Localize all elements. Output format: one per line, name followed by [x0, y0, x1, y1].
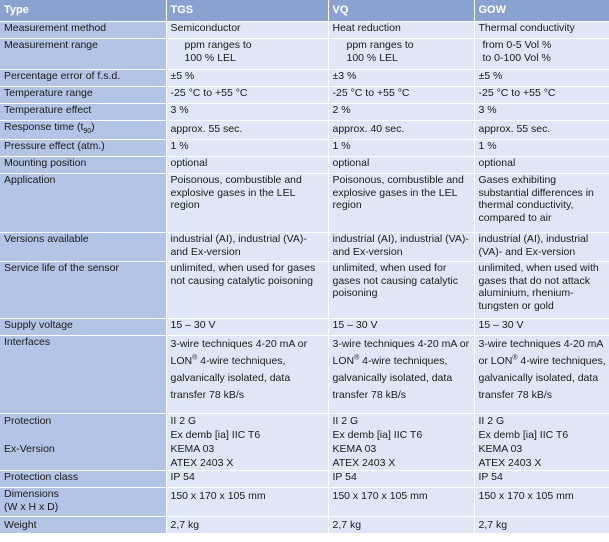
row-response-time	[0, 121, 609, 140]
row-percentage-error	[0, 70, 609, 87]
registered-mark: ®	[512, 354, 518, 362]
row-measurement-range	[0, 39, 609, 70]
cell-tgs: optional	[166, 157, 328, 174]
cell-vq: optional	[328, 157, 474, 174]
cell-gow: optional	[474, 157, 609, 174]
cell-gow: unlimited, when used with gases that do not attack aluminium, rhenium-tungsten or gold	[474, 262, 609, 319]
cell-vq: unlimited, when used for gases not causing catalytic poisoning	[328, 262, 474, 319]
row-mounting-position	[0, 157, 609, 174]
row-label: Application	[0, 174, 166, 233]
cell-tgs: 15 – 30 V	[166, 319, 328, 336]
interface-text: 3-wire techniques 4-20 mA or LON	[332, 338, 470, 367]
header-tgs: TGS	[166, 0, 328, 22]
cell-vq: industrial (AI), industrial (VA)- and Ex-version	[328, 233, 474, 262]
cell-tgs: -25 °C to +55 °C	[166, 87, 328, 104]
cell-vq: 150 x 170 x 105 mm	[328, 488, 474, 517]
cell-vq: II 2 G Ex demb [ia] IIC T6 KEMA 03 ATEX 2403 X	[328, 414, 474, 471]
row-label: Pressure effect (atm.)	[0, 140, 166, 157]
cell-tgs: Semiconductor	[166, 22, 328, 39]
interface-text: 3-wire techniques 4-20 mA or LON	[170, 338, 308, 367]
cell-tgs: approx. 55 sec.	[166, 121, 328, 140]
row-temperature-range	[0, 87, 609, 104]
row-application	[0, 174, 609, 233]
row-label: Temperature range	[0, 87, 166, 104]
cell-tgs: 3 %	[166, 104, 328, 121]
row-label: Percentage error of f.s.d.	[0, 70, 166, 87]
row-weight	[0, 517, 609, 534]
cell-tgs: II 2 G Ex demb [ia] IIC T6 KEMA 03 ATEX 2403 X	[166, 414, 328, 471]
row-label: Protection class	[0, 471, 166, 488]
cell-vq	[328, 336, 474, 414]
row-protection-class	[0, 471, 609, 488]
header-type: Type	[0, 0, 166, 22]
row-versions-available	[0, 233, 609, 262]
cell-gow	[474, 336, 609, 414]
interface-text-end: 4-wire techniques, galvanically isolated, data transfer 78 kB/s	[478, 355, 606, 401]
row-label: Measurement range	[0, 39, 166, 70]
cell-vq: approx. 40 sec.	[328, 121, 474, 140]
row-label: Mounting position	[0, 157, 166, 174]
cell-gow: industrial (AI), industrial (VA)- and Ex-version	[474, 233, 609, 262]
cell-tgs: 2,7 kg	[166, 517, 328, 534]
row-label: Service life of the sensor	[0, 262, 166, 319]
cell-gow: 1 %	[474, 140, 609, 157]
cell-vq: Heat reduction	[328, 22, 474, 39]
cell-gow: II 2 G Ex demb [ia] IIC T6 KEMA 03 ATEX 2403 X	[474, 414, 609, 471]
cell-tgs: Poisonous, combustible and explosive gases in the LEL region	[166, 174, 328, 233]
cell-gow: 150 x 170 x 105 mm	[474, 488, 609, 517]
row-dimensions	[0, 488, 609, 517]
cell-vq: 2,7 kg	[328, 517, 474, 534]
row-temperature-effect	[0, 104, 609, 121]
cell-gow: approx. 55 sec.	[474, 121, 609, 140]
row-label: Protection Ex-Version	[0, 414, 166, 471]
cell-tgs: 150 x 170 x 105 mm	[166, 488, 328, 517]
cell-vq: ±3 %	[328, 70, 474, 87]
row-label: Interfaces	[0, 336, 166, 414]
label-subscript: 90	[83, 128, 92, 136]
interface-text-end: 4-wire techniques, galvanically isolated, data transfer 78 kB/s	[170, 355, 291, 401]
interface-text: 3-wire techniques 4-20 mA or LON	[478, 338, 603, 367]
cell-gow: Thermal conductivity	[474, 22, 609, 39]
header-row	[0, 0, 609, 22]
cell-gow: 3 %	[474, 104, 609, 121]
cell-gow: 2,7 kg	[474, 517, 609, 534]
registered-mark: ®	[354, 354, 360, 362]
label-text-end: )	[91, 121, 95, 133]
header-gow: GOW	[474, 0, 609, 22]
row-pressure-effect	[0, 140, 609, 157]
cell-tgs: industrial (AI), industrial (VA)- and Ex-version	[166, 233, 328, 262]
cell-tgs: ±5 %	[166, 70, 328, 87]
cell-vq: ppm ranges to 100 % LEL	[328, 39, 474, 70]
registered-mark: ®	[192, 354, 198, 362]
row-protection	[0, 414, 609, 471]
cell-vq: 1 %	[328, 140, 474, 157]
row-interfaces	[0, 336, 609, 414]
cell-gow: -25 °C to +55 °C	[474, 87, 609, 104]
cell-vq: 15 – 30 V	[328, 319, 474, 336]
cell-tgs: 1 %	[166, 140, 328, 157]
cell-gow: ±5 %	[474, 70, 609, 87]
cell-tgs	[166, 336, 328, 414]
row-label: Dimensions (W x H x D)	[0, 488, 166, 517]
row-service-life	[0, 262, 609, 319]
row-label: Supply voltage	[0, 319, 166, 336]
label-text: Response time (t	[4, 121, 84, 133]
interface-text-end: 4-wire techniques, galvanically isolated, data transfer 78 kB/s	[332, 355, 453, 401]
cell-vq: 2 %	[328, 104, 474, 121]
cell-gow: Gases exhibiting substantial differences in thermal conductivity, compared to air	[474, 174, 609, 233]
cell-gow: IP 54	[474, 471, 609, 488]
row-supply-voltage	[0, 319, 609, 336]
cell-tgs: IP 54	[166, 471, 328, 488]
row-label: Temperature effect	[0, 104, 166, 121]
row-measurement-method	[0, 22, 609, 39]
row-label: Versions available	[0, 233, 166, 262]
row-label	[0, 121, 166, 140]
cell-vq: -25 °C to +55 °C	[328, 87, 474, 104]
row-label: Weight	[0, 517, 166, 534]
cell-gow: from 0-5 Vol % to 0-100 Vol %	[474, 39, 609, 70]
cell-tgs: ppm ranges to 100 % LEL	[166, 39, 328, 70]
row-label: Measurement method	[0, 22, 166, 39]
header-vq: VQ	[328, 0, 474, 22]
cell-vq: Poisonous, combustible and explosive gases in the LEL region	[328, 174, 474, 233]
cell-tgs: unlimited, when used for gases not causing catalytic poisoning	[166, 262, 328, 319]
cell-gow: 15 – 30 V	[474, 319, 609, 336]
cell-vq: IP 54	[328, 471, 474, 488]
